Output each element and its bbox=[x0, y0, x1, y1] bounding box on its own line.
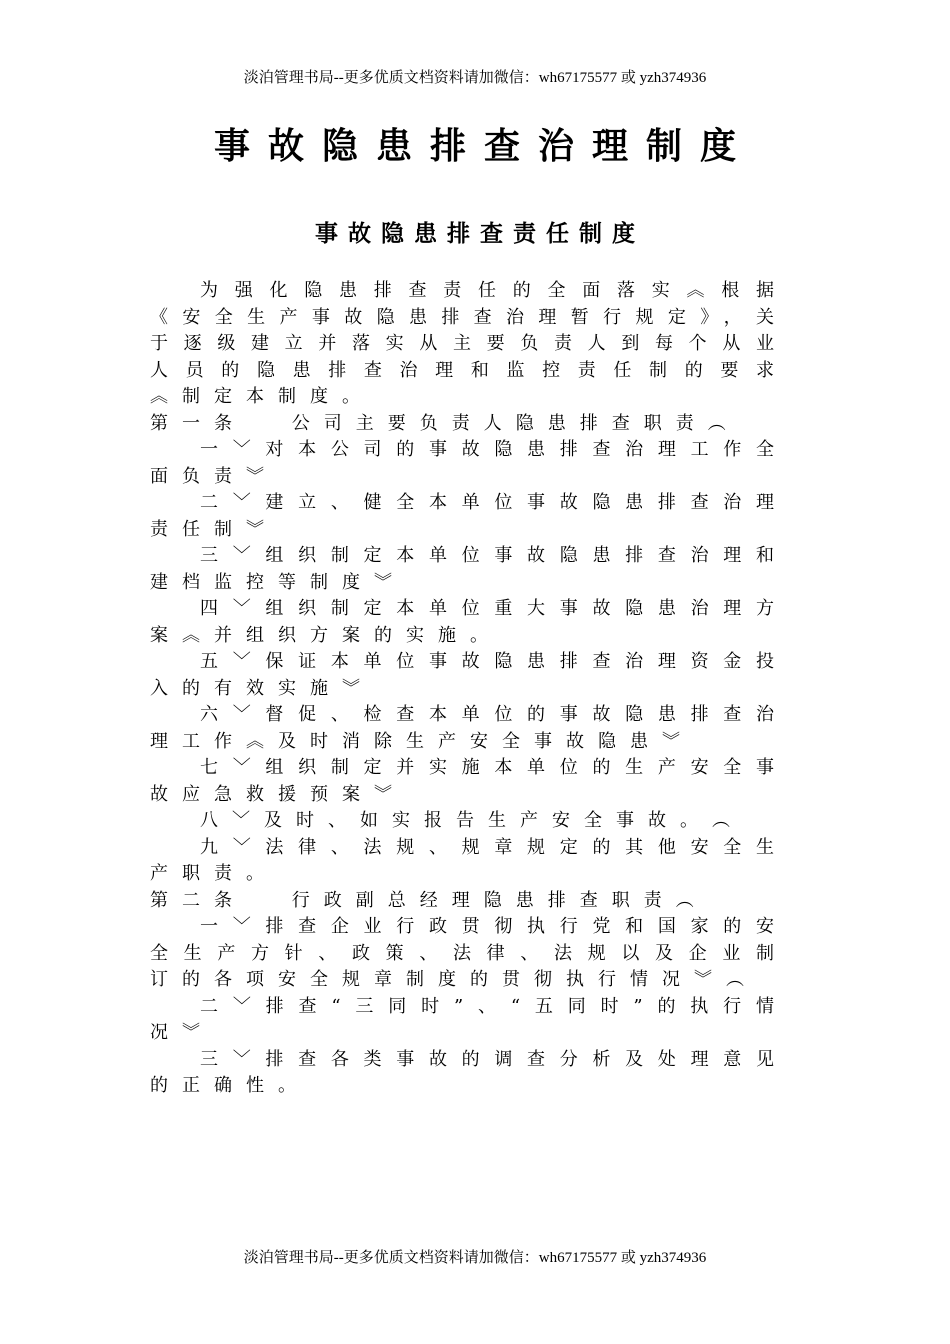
article-1-item: 一﹀对本公司的事故隐患排查治理工作全面负责︾ bbox=[150, 439, 788, 487]
article-2-item: 三﹀排查各类事故的调查分析及处理意见的正确性。 bbox=[150, 1048, 788, 1096]
article-1-item: 五﹀保证本单位事故隐患排查治理资金投入的有效实施︾ bbox=[150, 651, 788, 699]
document-body bbox=[150, 278, 788, 1100]
article-1-title: 公司主要负责人隐患排查职责︵ bbox=[291, 412, 740, 434]
article-1-item: 八﹀及时、如实报告生产安全事故。︵ bbox=[200, 810, 744, 831]
article-2-item: 一﹀排查企业行政贯彻执行党和国家的安全生产方针、政策、法律、法规以及企业制订的各项安全规章制度的贯彻执行情况︾︵ bbox=[150, 916, 788, 990]
article-1-item: 七﹀组织制定并实施本单位的生产安全事故应急救援预案︾ bbox=[150, 757, 788, 805]
article-2-title: 行政副总经理隐患排查职责︵ bbox=[291, 889, 708, 911]
page-footer: 淡泊管理书局--更多优质文档资料请加微信：wh67175577 或 yzh374936 bbox=[243, 1250, 707, 1266]
section-title: 事故隐患排查责任制度 bbox=[315, 220, 645, 247]
article-1-item: 四﹀组织制定本单位重大事故隐患治理方案︽并组织方案的实施。 bbox=[150, 598, 788, 646]
intro-paragraph: 为强化隐患排查责任的全面落实︽根据《安全生产事故隐患排查治理暂行规定》，关于逐级建立并落实从主要负责人到每个从业人员的隐患排查治理和监控责任制的要求︽制定本制度。 bbox=[150, 280, 788, 407]
article-2-heading bbox=[150, 888, 788, 915]
article-1-item: 三﹀组织制定本单位事故隐患排查治理和建档监控等制度︾ bbox=[150, 545, 788, 593]
document-title: 事故隐患排查治理制度 bbox=[213, 125, 754, 167]
article-1-number: 第一条 bbox=[150, 412, 246, 434]
article-2-item: 二﹀排查“三同时”、“五同时”的执行情况︾ bbox=[150, 995, 788, 1043]
page-header: 淡泊管理书局--更多优质文档资料请加微信：wh67175577 或 yzh374936 bbox=[243, 70, 707, 86]
article-2-number: 第二条 bbox=[150, 889, 246, 911]
article-1-heading bbox=[150, 411, 788, 438]
article-1-item: 九﹀法律、法规、规章规定的其他安全生产职责。 bbox=[150, 836, 788, 884]
article-1-item: 二﹀建立、健全本单位事故隐患排查治理责任制︾ bbox=[150, 492, 788, 540]
article-1-item: 六﹀督促、检查本单位的事故隐患排查治理工作︽及时消除生产安全事故隐患︾ bbox=[150, 704, 788, 752]
